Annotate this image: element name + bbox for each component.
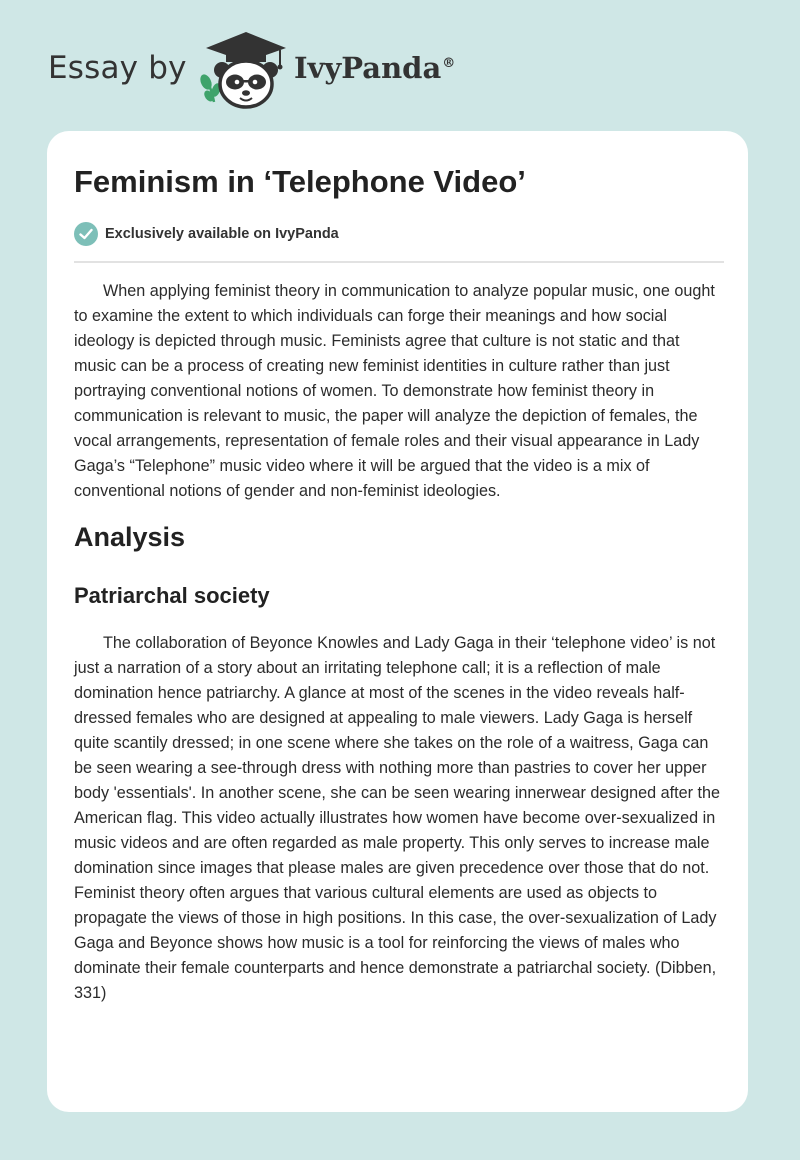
checkmark-icon: [74, 222, 98, 246]
section-heading: Analysis: [74, 522, 186, 552]
intro-paragraph: When applying feminist theory in communication to analyze popular music, one ought to examine the extent to which individuals can forge their meanings and how social ideology is depicted through music. Feminists agree that culture is not static and that music can be a process of creating new feminist identities in culture rather than just portraying conventional notions of women. To demonstrate how feminist theory in communication is relevant to music, the paper will analyze the depiction of females, the vocal arrangements, representation of female roles and their visual appearance in Lady Gaga’s “Telephone” music video where it will be argued that the video is a mix of conventional notions of gender and non-feminist ideologies.: [74, 282, 715, 500]
site-header: [48, 30, 508, 110]
subsection-heading: Patriarchal society: [74, 583, 270, 608]
brand-name-text: IvyPanda: [294, 51, 442, 85]
body-paragraph: The collaboration of Beyonce Knowles and Lady Gaga in their ‘telephone video’ is not just a narration of a story about an irritating telephone call; it is a reflection of male domination hence patriarchy. A glance at most of the scenes in the video reveals half-dressed females who are designed at appealing to male viewers. Lady Gaga is herself quite scantily dressed; in one scene where she takes on the role of a waitress, Gaga can be seen wearing a see-through dress with nothing more than pastries to cover her upper body 'essentials'. In another scene, she can be seen wearing innerwear designed after the American flag. This video actually illustrates how women have become over-sexualized in music videos and are often regarded as male property. This only serves to increase male domination since images that please males are given precedence over those that do not. Feminist theory often argues that various cultural elements are used as objects to propagate the views of those in high positions. In this case, the over-sexualization of Lady Gaga and Beyonce shows how music is a tool for reinforcing the views of males who dominate their female counterparts and hence demonstrate a patriarchal society. (Dibben, 331): [74, 634, 720, 1002]
exclusive-badge: [74, 222, 339, 246]
essay-title: Feminism in ‘Telephone Video’: [74, 164, 526, 199]
brand-prefix: Essay by: [48, 50, 187, 86]
panda-logo-icon[interactable]: [200, 30, 292, 110]
title-divider: [74, 261, 724, 263]
registered-mark: ®: [442, 56, 456, 72]
exclusive-badge-label: Exclusively available on IvyPanda: [105, 226, 339, 242]
essay-card: [47, 131, 748, 1112]
brand-name[interactable]: [294, 51, 455, 85]
